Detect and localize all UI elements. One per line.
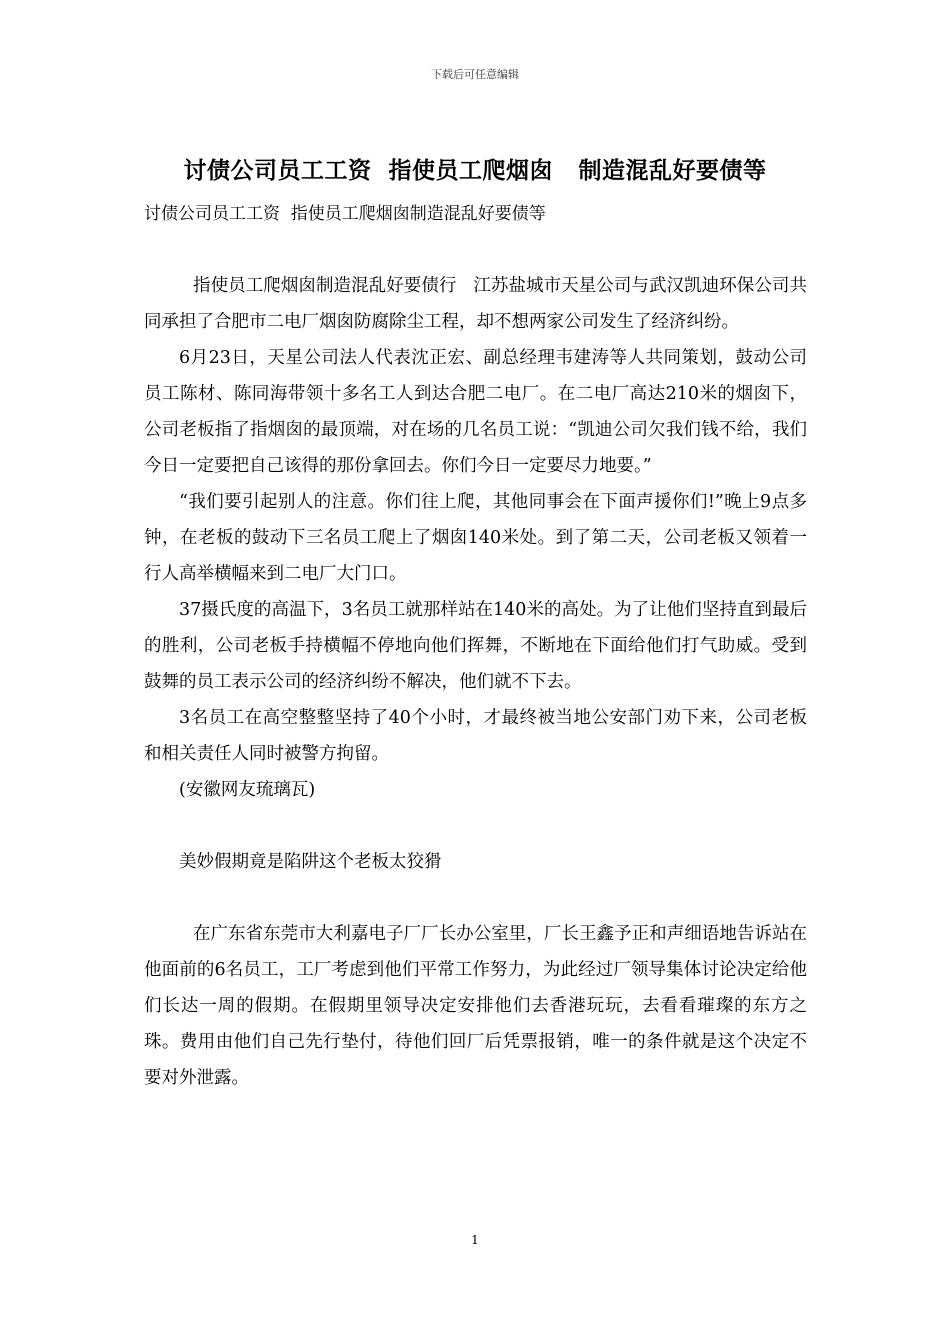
page-number: 1 <box>471 1233 479 1247</box>
paragraph: 指使员工爬烟囱制造混乱好要债行 江苏盐城市天星公司与武汉凯迪环保公司共同承担了合肥市二电厂烟囱防腐除尘工程，却不想两家公司发生了经济纠纷。 <box>144 276 807 332</box>
page-title: 讨债公司员工工资 指使员工爬烟囱 制造混乱好要债等 <box>183 158 767 184</box>
paragraph: 3名员工在高空整整坚持了40个小时，才最终被当地公安部门劝下来，公司老板和相关责任人同时被警方拘留。 <box>144 708 807 764</box>
page-subtitle: 讨债公司员工工资 指使员工爬烟囱制造混乱好要债等 <box>144 204 546 224</box>
paragraph: 6月23日，天星公司法人代表沈正宏、副总经理韦建涛等人共同策划，鼓动公司员工陈材、陈同海带领十多名工人到达合肥二电厂。在二电厂高达210米的烟囱下，公司老板指了指烟囱的最顶端，对在场的几名员工说：“凯迪公司欠我们钱不给，我们今日一定要把自己该得的那份拿回去。你们今日一定要尽力地要。” <box>144 348 807 476</box>
paragraph: 37摄氏度的高温下，3名员工就那样站在140米的高处。为了让他们坚持直到最后的胜利，公司老板手持横幅不停地向他们挥舞，不断地在下面给他们打气助威。受到鼓舞的员工表示公司的经济纠纷不解决，他们就不下去。 <box>144 600 807 692</box>
spacer <box>144 808 807 844</box>
paragraph: 在广东省东莞市大利嘉电子厂厂长办公室里，厂长王鑫予正和声细语地告诉站在他面前的6名员工，工厂考虑到他们平常工作努力，为此经过厂领导集体讨论决定给他们长达一周的假期。在假期里领导决定安排他们去香港玩玩，去看看璀璨的东方之珠。费用由他们自己先行垫付，待他们回厂后凭票报销，唯一的条件就是这个决定不要对外泄露。 <box>144 924 807 1088</box>
paragraph: “我们要引起别人的注意。你们往上爬，其他同事会在下面声援你们!”晚上9点多钟，在老板的鼓动下三名员工爬上了烟囱140米处。到了第二天，公司老板又领着一行人高举横幅来到二电厂大门口。 <box>144 492 807 584</box>
header-note: 下载后可任意编辑 <box>431 68 519 81</box>
spacer <box>144 880 807 916</box>
source-note: (安徽网友琉璃瓦) <box>179 780 316 800</box>
section-heading: 美妙假期竟是陷阱这个老板太狡猾 <box>179 852 442 872</box>
article-body <box>144 268 807 1096</box>
